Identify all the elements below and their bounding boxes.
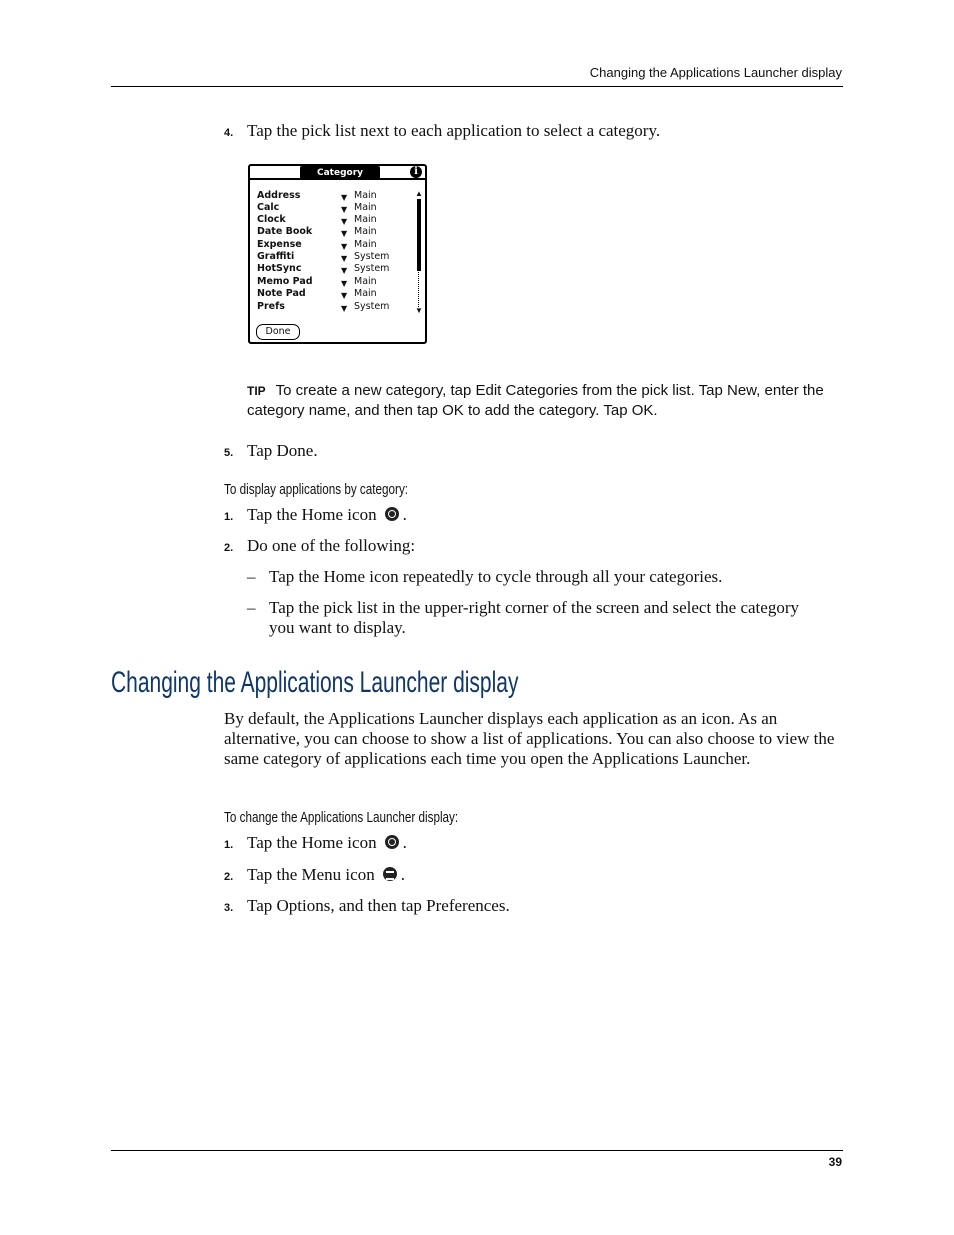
pick-list-arrow-icon[interactable]: ▼	[341, 193, 348, 202]
palm-row[interactable]	[257, 276, 417, 288]
pick-list-arrow-icon[interactable]: ▼	[341, 254, 348, 263]
app-name: Date Book	[257, 226, 313, 237]
category-value[interactable]: Main	[354, 239, 377, 250]
palm-row[interactable]	[257, 202, 417, 214]
procedure2-step-2: 2. Tap the Menu icon .	[224, 865, 405, 884]
step-text: Tap Done.	[247, 441, 318, 460]
pick-list-arrow-icon[interactable]: ▼	[341, 279, 348, 288]
step-text: Tap Options, and then tap Preferences.	[247, 896, 510, 915]
app-name: Memo Pad	[257, 276, 313, 287]
tip-note	[247, 381, 837, 420]
app-name: Note Pad	[257, 288, 306, 299]
done-button[interactable]: Done	[256, 324, 300, 340]
pick-list-arrow-icon[interactable]: ▼	[341, 266, 348, 275]
pick-list-arrow-icon[interactable]: ▼	[341, 205, 348, 214]
scroll-down-arrow-icon[interactable]: ▼	[415, 306, 423, 315]
procedure2-step-1: 1. Tap the Home icon .	[224, 833, 407, 852]
procedure1-step-1: 1. Tap the Home icon .	[224, 505, 407, 524]
step-number: 4.	[224, 127, 234, 139]
info-icon[interactable]: i	[410, 166, 422, 178]
pick-list-arrow-icon[interactable]: ▼	[341, 242, 348, 251]
category-value[interactable]: Main	[354, 202, 377, 213]
procedure-heading: To change the Applications Launcher display:	[224, 809, 459, 826]
palm-category-screen	[248, 164, 427, 344]
scrollbar[interactable]	[416, 190, 422, 314]
app-name: Clock	[257, 214, 286, 225]
scroll-up-arrow-icon[interactable]: ▲	[415, 189, 423, 198]
palm-row[interactable]	[257, 288, 417, 300]
step-4	[224, 121, 660, 141]
app-name: Graffiti	[257, 251, 295, 262]
bullet-text: Tap the pick list in the upper-right corner of the screen and select the category you want to display.	[269, 598, 799, 637]
step-number: 5.	[224, 447, 234, 459]
menu-icon	[383, 867, 397, 881]
pick-list-arrow-icon[interactable]: ▼	[341, 217, 348, 226]
step-number: 1.	[224, 839, 234, 851]
step-number: 1.	[224, 511, 234, 523]
procedure-heading: To display applications by category:	[224, 481, 409, 498]
category-value[interactable]: Main	[354, 190, 377, 201]
palm-title: Category	[300, 166, 380, 180]
tip-label: TIP	[247, 384, 266, 398]
intro-paragraph: By default, the Applications Launcher displays each application as an icon. As an alternative, you can choose to show a list of applications. You can also choose to view the same category of applications each time you open the Applications Launcher.	[224, 709, 835, 768]
step-5	[224, 441, 318, 461]
category-value[interactable]: Main	[354, 276, 377, 287]
app-name: Address	[257, 190, 301, 201]
palm-row[interactable]	[257, 239, 417, 251]
category-value[interactable]: System	[354, 263, 390, 274]
category-value[interactable]: Main	[354, 226, 377, 237]
palm-row[interactable]	[257, 251, 417, 263]
palm-row[interactable]	[257, 226, 417, 238]
tip-text: To create a new category, tap Edit Categories from the pick list. Tap New, enter the category name, and then tap OK to add the category. Tap OK.	[247, 382, 824, 419]
scroll-thumb[interactable]	[417, 199, 421, 271]
category-value[interactable]: System	[354, 301, 390, 312]
palm-row[interactable]	[257, 301, 417, 313]
pick-list-arrow-icon[interactable]: ▼	[341, 229, 348, 238]
step-number: 3.	[224, 902, 234, 914]
palm-row[interactable]	[257, 214, 417, 226]
page-number: 39	[828, 1155, 842, 1169]
step-text: Tap the Menu icon	[247, 865, 375, 884]
pick-list-arrow-icon[interactable]: ▼	[341, 291, 348, 300]
home-icon	[385, 835, 399, 849]
category-value[interactable]: Main	[354, 288, 377, 299]
palm-title-bar	[250, 166, 425, 180]
step-number: 2.	[224, 871, 234, 883]
step-text: Tap the Home icon	[247, 833, 377, 852]
app-name: HotSync	[257, 263, 302, 274]
app-name: Calc	[257, 202, 280, 213]
category-value[interactable]: System	[354, 251, 390, 262]
home-icon	[385, 507, 399, 521]
header-rule	[111, 86, 843, 87]
procedure2-step-3	[224, 896, 510, 916]
footer-rule	[111, 1150, 843, 1151]
category-value[interactable]: Main	[354, 214, 377, 225]
app-name: Expense	[257, 239, 302, 250]
bullet-text: Tap the Home icon repeatedly to cycle through all your categories.	[269, 567, 723, 586]
step-text: Do one of the following:	[247, 536, 416, 555]
step-text: Tap the Home icon	[247, 505, 377, 524]
dash-marker: –	[247, 598, 256, 617]
section-heading: Changing the Applications Launcher display	[111, 666, 519, 699]
running-header: Changing the Applications Launcher display	[589, 65, 842, 80]
dash-marker: –	[247, 567, 256, 586]
pick-list-arrow-icon[interactable]: ▼	[341, 304, 348, 313]
palm-row[interactable]	[257, 263, 417, 275]
palm-row[interactable]	[257, 190, 417, 202]
step-text: Tap the pick list next to each application to select a category.	[247, 121, 661, 140]
procedure1-step-2	[224, 536, 415, 556]
step-number: 2.	[224, 542, 234, 554]
app-name: Prefs	[257, 301, 285, 312]
